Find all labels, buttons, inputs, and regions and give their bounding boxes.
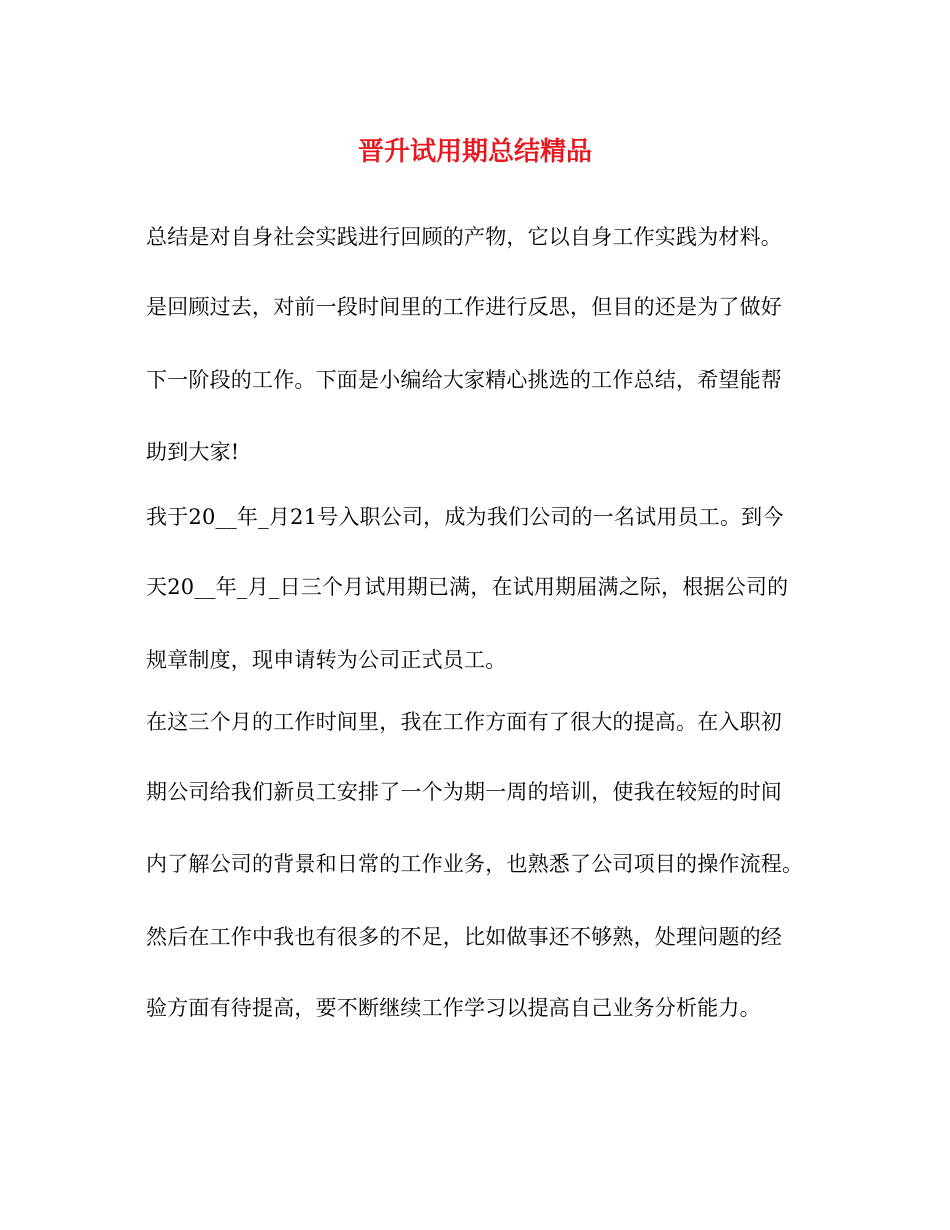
paragraph-line: 下一阶段的工作。下面是小编给大家精心挑选的工作总结，希望能帮 bbox=[146, 368, 782, 392]
paragraph-line: 在这三个月的工作时间里，我在工作方面有了很大的提高。在入职初 bbox=[146, 710, 782, 734]
paragraph-line: 内了解公司的背景和日常的工作业务，也熟悉了公司项目的操作流程。 bbox=[146, 852, 804, 876]
document-title: 晋升试用期总结精品 bbox=[357, 137, 592, 167]
paragraph-line: 助到大家! bbox=[146, 440, 240, 464]
paragraph-line: 规章制度，现申请转为公司正式员工。 bbox=[146, 648, 507, 672]
paragraph-line: 天20__年_月_日三个月试用期已满，在试用期届满之际，根据公司的 bbox=[146, 575, 789, 599]
paragraph-line: 然后在工作中我也有很多的不足，比如做事还不够熟，处理问题的经 bbox=[146, 925, 782, 949]
paragraph-line: 是回顾过去，对前一段时间里的工作进行反思，但目的还是为了做好 bbox=[146, 295, 782, 319]
paragraph-line: 总结是对自身社会实践进行回顾的产物，它以自身工作实践为材料。 bbox=[146, 225, 782, 249]
paragraph-line: 期公司给我们新员工安排了一个为期一周的培训，使我在较短的时间 bbox=[146, 780, 782, 804]
paragraph-line: 验方面有待提高，要不断继续工作学习以提高自己业务分析能力。 bbox=[146, 996, 761, 1020]
paragraph-line: 我于20__年_月21号入职公司，成为我们公司的一名试用员工。到今 bbox=[146, 505, 784, 529]
